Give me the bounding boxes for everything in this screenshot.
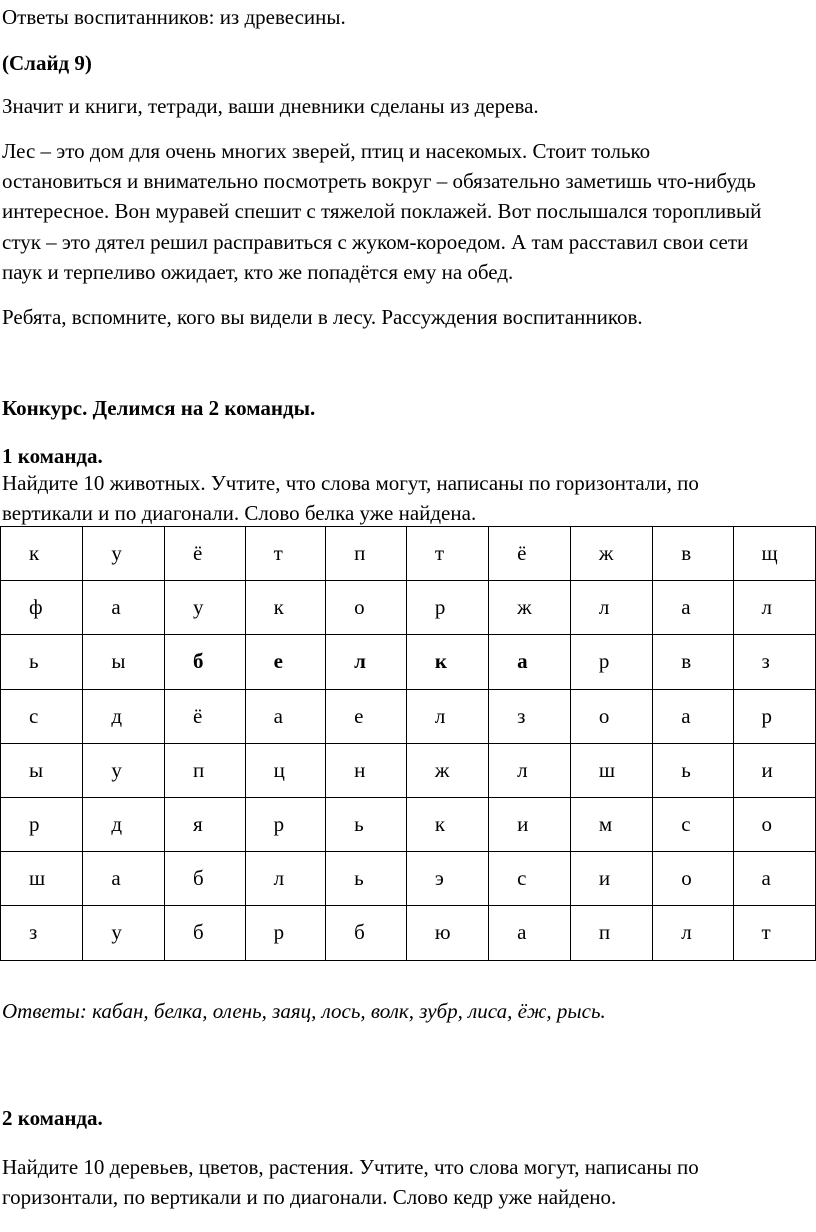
grid-cell: т [406,527,488,581]
grid-cell: в [653,527,733,581]
grid-cell: ж [570,527,652,581]
grid-cell: б [165,635,246,689]
grid-cell: а [653,581,733,635]
grid-cell: т [245,527,326,581]
grid-cell: о [570,689,652,743]
grid-cell: з [733,635,815,689]
text-line: Найдите 10 животных. Учтите, что слова могут, написаны по горизонтали, по [2,471,699,495]
grid-cell: а [733,852,815,906]
grid-cell: л [406,689,488,743]
grid-cell: д [83,689,165,743]
grid-cell: ё [165,689,246,743]
grid-cell: д [83,797,165,851]
word-search-grid [0,526,816,961]
grid-cell: п [165,743,246,797]
text-line: Лес – это дом для очень многих зверей, птиц и насекомых. Стоит только [2,139,651,163]
grid-cell: а [245,689,326,743]
grid-row [1,743,816,797]
grid-cell: к [245,581,326,635]
grid-row [1,527,816,581]
grid-cell: р [733,689,815,743]
team-1-heading: 1 команда. [2,444,103,468]
grid-cell: ц [245,743,326,797]
grid-cell: л [326,635,407,689]
grid-cell: и [570,852,652,906]
text-line: Найдите 10 деревьев, цветов, растения. Учтите, что слова могут, написаны по [2,1155,699,1179]
grid-cell: ш [1,852,83,906]
grid-cell: р [245,906,326,960]
grid-row [1,635,816,689]
grid-cell: ж [406,743,488,797]
grid-cell: э [406,852,488,906]
grid-row [1,797,816,851]
grid-cell: ы [83,635,165,689]
grid-cell: п [326,527,407,581]
grid-cell: ы [1,743,83,797]
grid-cell: у [83,527,165,581]
grid-cell: о [326,581,407,635]
team-2-heading: 2 команда. [2,1106,103,1130]
text-line: Ответы воспитанников: из древесины. [2,5,346,29]
grid-cell: я [165,797,246,851]
grid-cell: ь [326,797,407,851]
grid-cell: с [1,689,83,743]
grid-cell: а [489,635,571,689]
grid-cell: ё [489,527,571,581]
grid-row [1,689,816,743]
grid-cell: ь [326,852,407,906]
grid-cell: а [83,581,165,635]
grid-cell: с [653,797,733,851]
grid-row [1,906,816,960]
grid-cell: ж [489,581,571,635]
answers-line: Ответы: кабан, белка, олень, заяц, лось, волк, зубр, лиса, ёж, рысь. [2,999,606,1023]
text-line: горизонтали, по вертикали и по диагонали. Слово кедр уже найдено. [2,1185,617,1209]
grid-cell: р [1,797,83,851]
grid-cell: в [653,635,733,689]
grid-cell: е [326,689,407,743]
grid-cell: п [570,906,652,960]
grid-cell: у [83,743,165,797]
grid-cell: а [489,906,571,960]
grid-cell: и [489,797,571,851]
grid-cell: ь [1,635,83,689]
text-line: стук – это дятел решил расправиться с жуком-короедом. А там расставил свои сети [2,230,749,254]
grid-cell: ь [653,743,733,797]
text-line: паук и терпеливо ожидает, кто же попадётся ему на обед. [2,260,514,284]
grid-row [1,852,816,906]
text-line: остановиться и внимательно посмотреть вокруг – обязательно заметишь что-нибудь [2,169,756,193]
grid-cell: б [165,852,246,906]
text-line: интересное. Вон муравей спешит с тяжелой поклажей. Вот послышался торопливый [2,199,762,223]
grid-cell: щ [733,527,815,581]
grid-cell: е [245,635,326,689]
grid-cell: р [570,635,652,689]
grid-cell: л [245,852,326,906]
grid-cell: з [1,906,83,960]
grid-cell: л [653,906,733,960]
grid-cell: о [653,852,733,906]
grid-cell: т [733,906,815,960]
grid-cell: у [83,906,165,960]
grid-cell: м [570,797,652,851]
grid-row [1,581,816,635]
grid-cell: с [489,852,571,906]
grid-cell: р [406,581,488,635]
grid-cell: л [733,581,815,635]
grid-cell: у [165,581,246,635]
text-line: Ребята, вспомните, кого вы видели в лесу. Рассуждения воспитанников. [2,305,643,329]
grid-cell: а [653,689,733,743]
grid-cell: б [326,906,407,960]
grid-cell: ф [1,581,83,635]
text-line: Значит и книги, тетради, ваши дневники сделаны из дерева. [2,94,539,118]
grid-cell: б [165,906,246,960]
grid-cell: к [1,527,83,581]
grid-cell: р [245,797,326,851]
text-line: вертикали и по диагонали. Слово белка уже найдена. [2,501,477,525]
grid-cell: ю [406,906,488,960]
grid-cell: а [83,852,165,906]
grid-cell: з [489,689,571,743]
grid-cell: ш [570,743,652,797]
grid-cell: н [326,743,407,797]
grid-cell: к [406,635,488,689]
grid-cell: о [733,797,815,851]
grid-cell: ё [165,527,246,581]
grid-cell: л [570,581,652,635]
slide-label: (Слайд 9) [2,51,92,75]
contest-heading: Конкурс. Делимся на 2 команды. [2,396,316,420]
grid-cell: л [489,743,571,797]
grid-cell: к [406,797,488,851]
grid-cell: и [733,743,815,797]
